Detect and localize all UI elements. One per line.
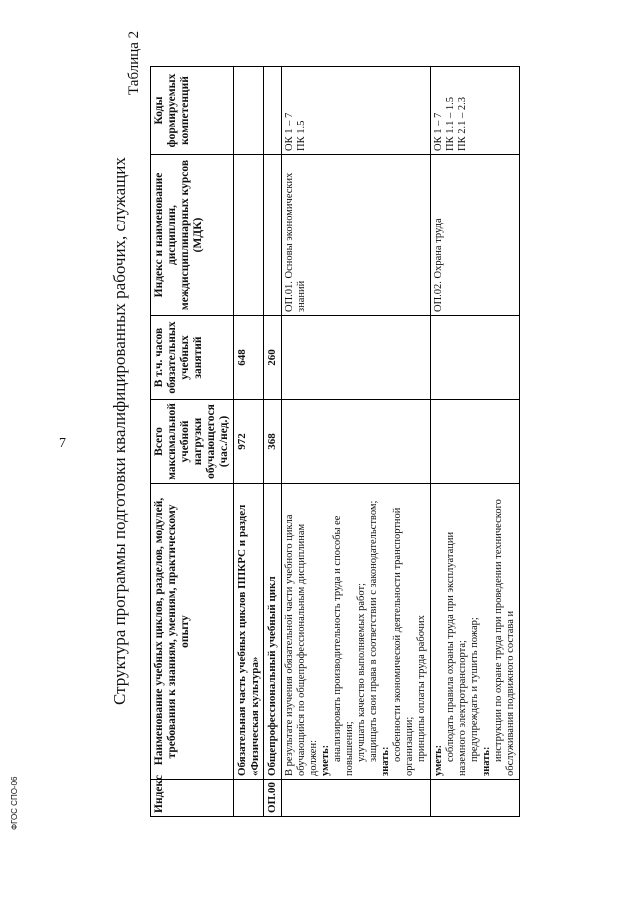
op01-umet-item: защищать свои права в соответствии с законодательством; [367, 500, 379, 762]
header-row [151, 67, 234, 817]
document-title: Структура программы подготовки квалифицированных рабочих, служащих [110, 157, 129, 705]
op01-competences [281, 67, 430, 155]
op01-znat-label: знать: [379, 746, 391, 776]
table-row-op [264, 67, 282, 817]
op01-znat-item: особенности экономической деятельности транспортной организации; [391, 507, 415, 776]
op01-competence: ОК 1 – 7 [283, 112, 295, 151]
op01-requirements [281, 484, 430, 780]
header-max-load: Всего максимальной учебной нагрузки обучающегося (час./нед.) [151, 400, 234, 484]
op02-umet-item: соблюдать правила охраны труда при эксплуатации наземного электротранспорта; [444, 531, 468, 776]
op02-discipline: ОП.02. Охрана труда [430, 155, 519, 316]
header-discipline: Индекс и наименование дисциплин, междисциплинарных курсов (МДК) [151, 155, 234, 316]
structure-table [150, 66, 520, 817]
op01-znat-item: принципы оплаты труда рабочих [415, 615, 427, 762]
op02-competence: ПК 1.1 – 1.5 [444, 97, 456, 151]
footer-code: ФГОС СПО-06 [10, 776, 19, 830]
header-name: Наименование учебных циклов, разделов, модулей, требования к знаниям, умениям, практическому опыту [151, 484, 234, 780]
total-name: Обязательная часть учебных циклов ППКРС и раздел «Физическая культура» [234, 484, 264, 780]
header-competences: Коды формируемых компетенций [151, 67, 234, 155]
page-number: 7 [59, 436, 66, 451]
cell-empty [264, 155, 282, 316]
op02-competences [430, 67, 519, 155]
op02-znat-label: знать: [480, 746, 492, 776]
header-mandatory: В т.ч. часов обязательных учебных занятий [151, 316, 234, 400]
op01-umet-label: уметь: [319, 744, 331, 776]
table-row-op02 [430, 67, 519, 817]
op02-umet-item: предупреждать и тушить пожар; [468, 617, 480, 762]
cell-empty [430, 780, 519, 817]
cell-empty [430, 400, 519, 484]
op-mandatory: 260 [264, 316, 282, 400]
table-number: Таблица 2 [126, 30, 142, 95]
cell-empty [234, 780, 264, 817]
cell-empty [264, 67, 282, 155]
total-mandatory: 648 [234, 316, 264, 400]
op01-competence: ПК 1.5 [295, 120, 307, 151]
op02-requirements [430, 484, 519, 780]
cell-empty [430, 316, 519, 400]
total-max-load: 972 [234, 400, 264, 484]
cell-empty [281, 316, 430, 400]
table-row-total [234, 67, 264, 817]
op02-competence: ПК 2.1 – 2.3 [456, 97, 468, 151]
cell-empty [234, 155, 264, 316]
op-max-load: 368 [264, 400, 282, 484]
op-name: Общепрофессиональный учебный цикл [264, 484, 282, 780]
op01-umet-item: улучшать качество выполняемых работ; [355, 583, 367, 762]
op02-umet-label: уметь: [432, 744, 444, 776]
op02-znat-item: инструкции по охране труда при проведении технического обслуживания подвижного состава и [492, 499, 516, 776]
cell-empty [234, 67, 264, 155]
op01-umet-item: анализировать производительность труда и способы ее повышения; [331, 515, 355, 776]
op02-competence: ОК 1 – 7 [432, 112, 444, 151]
op01-discipline: ОП.01. Основы экономических знаний [281, 155, 430, 316]
header-index: Индекс [151, 780, 234, 817]
op-index: ОП.00 [264, 780, 282, 817]
op01-intro: В результате изучения обязательной части учебного цикла обучающийся по общепрофессиональным дисциплинам должен: [283, 514, 319, 776]
cell-empty [281, 780, 430, 817]
table-row-op01 [281, 67, 430, 817]
cell-empty [281, 400, 430, 484]
